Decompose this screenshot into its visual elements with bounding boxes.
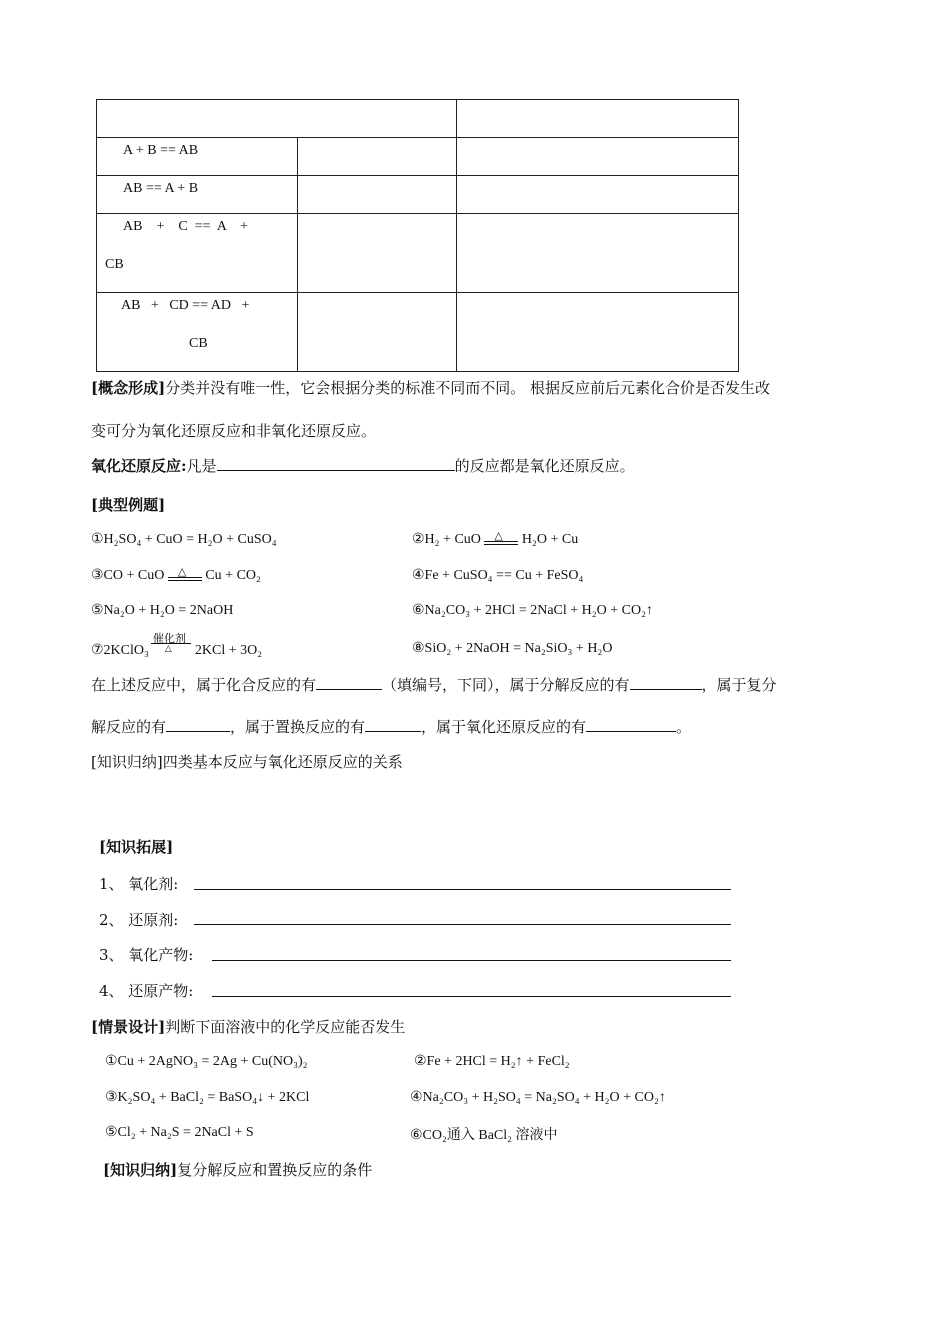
equation-5: ⑤Na₂O + H₂O = 2NaOH: [91, 603, 234, 618]
question-line-2: [91, 716, 691, 737]
redox-post: 的反应都是氧化还原反应。: [454, 457, 635, 475]
eq7-left: ⑦2KClO₃: [91, 643, 149, 658]
concept-text: 分类并没有唯一性，它会根据分类的标准不同而不同。 根据反应前后元素化合价是否发生改: [165, 379, 770, 397]
knowledge-summary-1: [知识归纳]四类基本反应与氧化还原反应的关系: [91, 753, 403, 771]
scenario-reaction-1: ①Cu + 2AgNO₃ = 2Ag + Cu(NO₃)₂: [105, 1054, 308, 1069]
formula-text: CB: [105, 257, 124, 272]
concept-text-line2: 变可分为氧化还原反应和非氧化还原反应。: [91, 422, 377, 440]
decomposition-blank[interactable]: [630, 675, 702, 690]
scenario-reaction-5: ⑤Cl₂ + Na₂S = 2NaCl + S: [105, 1125, 254, 1140]
double-decomposition-blank[interactable]: [166, 717, 230, 732]
heat-condition-icon: [484, 531, 518, 547]
eq7-right: 2KCl + 3O₂: [194, 643, 263, 658]
scenario-text: 判断下面溶液中的化学反应能否发生: [165, 1018, 406, 1036]
eq3-left: ③CO + CuO: [91, 568, 165, 583]
question-text: （填编号，下同），属于分解反应的有: [382, 676, 630, 694]
reduction-product-answer-line[interactable]: [212, 996, 731, 997]
equation-3: [91, 567, 261, 584]
question-text: 解反应的有: [91, 718, 167, 736]
oxidation-product-label: 3、 氧化产物:: [99, 946, 194, 964]
question-text: 在上述反应中，属于化合反应的有: [91, 676, 317, 694]
oxidation-product-answer-line[interactable]: [212, 960, 731, 961]
formula-text: AB + CD == AD +: [121, 298, 250, 313]
reaction-table: [96, 99, 739, 372]
redox-label: 氧化还原反应:: [91, 457, 187, 475]
reductant-answer-line[interactable]: [194, 924, 731, 925]
reduction-product-label: 4、 还原产物:: [99, 982, 194, 1000]
catalyst-condition-icon: [149, 633, 195, 656]
displacement-blank[interactable]: [365, 717, 421, 732]
formula-text: A + B == AB: [123, 143, 199, 158]
formula-cell: [97, 176, 298, 214]
knowledge-summary-2: [103, 1159, 372, 1180]
eq2-left: ②H₂ + CuO: [412, 532, 481, 547]
oxidant-label: 1、 氧化剂:: [99, 875, 179, 893]
table-header-cell: [457, 100, 739, 138]
question-text: 。: [676, 718, 692, 736]
answer-cell[interactable]: [298, 293, 457, 372]
reductant-label: 2、 还原剂:: [99, 911, 179, 929]
examples-heading: [典型例题]: [91, 496, 166, 514]
eq3-right: Cu + CO₂: [205, 568, 261, 583]
combination-blank[interactable]: [316, 675, 382, 690]
formula-text: CB: [189, 336, 208, 351]
table-header-cell: [97, 100, 457, 138]
eq2-right: H₂O + Cu: [521, 532, 579, 547]
heat-triangle: △: [164, 643, 172, 653]
equation-8: ⑧SiO₂ + 2NaOH = Na₂SiO₃ + H₂O: [412, 641, 613, 656]
answer-cell[interactable]: [298, 138, 457, 176]
formula-text: AB + C == A +: [123, 219, 248, 234]
scenario-label: [情景设计]: [91, 1018, 166, 1036]
equation-2: [412, 531, 578, 548]
redox-definition: [91, 455, 635, 476]
question-text: ，属于氧化还原反应的有: [421, 718, 587, 736]
redox-answer-blank[interactable]: [586, 717, 676, 732]
question-text: ，属于置换反应的有: [230, 718, 366, 736]
scenario-reaction-3: ③K₂SO₄ + BaCl₂ = BaSO₄↓ + 2KCl: [105, 1090, 310, 1105]
catalyst-label: 催化剂: [152, 633, 186, 645]
summary2-text: 复分解反应和置换反应的条件: [177, 1161, 373, 1179]
equation-4: ④Fe + CuSO₄ == Cu + FeSO₄: [412, 568, 584, 583]
scenario-paragraph: [91, 1016, 405, 1037]
redox-pre: 凡是: [186, 457, 217, 475]
answer-cell[interactable]: [457, 138, 739, 176]
formula-cell: [97, 214, 298, 293]
equation-1: ①H₂SO₄ + CuO = H₂O + CuSO₄: [91, 532, 277, 547]
redox-blank[interactable]: [217, 456, 455, 471]
oxidant-answer-line[interactable]: [194, 889, 731, 890]
scenario-reaction-6: ⑥CO₂通入 BaCl₂ 溶液中: [410, 1128, 558, 1143]
scenario-reaction-4: ④Na₂CO₃ + H₂SO₄ = Na₂SO₄ + H₂O + CO₂↑: [410, 1090, 666, 1105]
answer-cell[interactable]: [457, 214, 739, 293]
table-row: [97, 176, 739, 214]
equation-7: [91, 633, 263, 659]
answer-cell[interactable]: [298, 214, 457, 293]
answer-cell[interactable]: [298, 176, 457, 214]
answer-cell[interactable]: [457, 176, 739, 214]
expansion-heading: [知识拓展]: [99, 838, 174, 856]
answer-cell[interactable]: [457, 293, 739, 372]
table-row: [97, 138, 739, 176]
formula-cell: [97, 138, 298, 176]
formula-text: AB == A + B: [123, 181, 199, 196]
question-line-1: [91, 674, 777, 695]
concept-label: [概念形成]: [91, 379, 166, 397]
table-row: [97, 214, 739, 293]
formula-cell: [97, 293, 298, 372]
equation-6: ⑥Na₂CO₃ + 2HCl = 2NaCl + H₂O + CO₂↑: [412, 603, 653, 618]
scenario-reaction-2: ②Fe + 2HCl = H₂↑ + FeCl₂: [414, 1054, 570, 1069]
heat-condition-icon: [168, 567, 202, 583]
summary2-label: [知识归纳]: [103, 1161, 178, 1179]
heat-triangle: △: [177, 566, 187, 578]
question-text: ，属于复分: [701, 676, 777, 694]
table-row: [97, 293, 739, 372]
concept-paragraph: [91, 377, 770, 398]
heat-triangle: △: [494, 530, 503, 542]
